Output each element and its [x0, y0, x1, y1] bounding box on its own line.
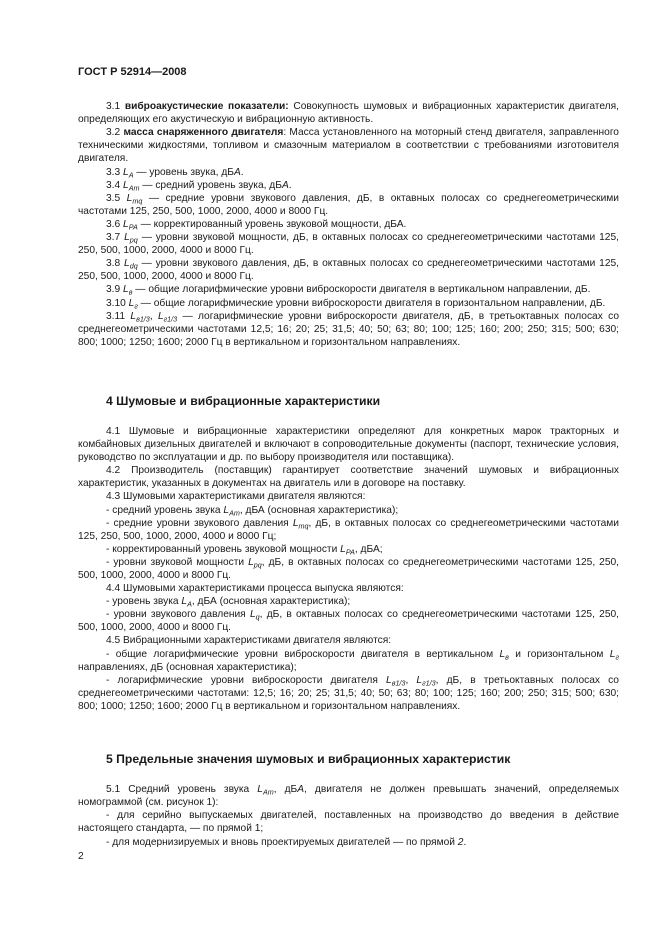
list-item: - средний уровень звука $L_{Am}$, дБА (основная характеристика);: [106, 504, 399, 518]
clause-3-8: 3.8 $L_{dq}$ — уровни звукового давления, дБ, в октавных полосах со среднегеометрическими частотами 125, 250, 500, 1000, 2000, 4000 и 8000 Гц.: [78, 258, 619, 283]
list-item: - для модернизируемых и вновь проектируемых двигателей — по прямой 2.: [106, 836, 467, 848]
list-item: - для серийно выпускаемых двигателей, поставленных на производство до введения в действие настоящего стандарта, — по прямой 1;: [78, 810, 619, 835]
list-item: - общие логарифмические уровни виброскорости двигателя в вертикальном $L_в$ и горизонтальном $L_г$ направлениях, дБ (основная характеристика);: [78, 648, 619, 673]
clause-5-1: 5.1 Средний уровень звука $L_{Am}$, дБA, двигателя не должен превышать значений, определяемых номограммой (см. рисунок 1):: [78, 784, 619, 809]
clause-4-3: 4.3 Шумовыми характеристиками двигателя являются:: [106, 491, 366, 503]
list-item: - уровни звукового давления $L_q$, дБ, в октавных полосах со среднегеометрическими частотами 125, 250, 500, 1000, 2000, 4000 и 8000 Гц.: [78, 609, 619, 634]
clause-3-3: 3.3 $L_A$ — уровень звука, дБA.: [106, 166, 244, 180]
list-item: - уровень звука $L_A$, дБА (основная характеристика);: [106, 596, 351, 609]
clause-4-2: 4.2 Производитель (поставщик) гарантирует соответствие значений шумовых и вибрационных характеристик, указанных в документах на двигатель или в договоре на поставку.: [78, 465, 619, 490]
clause-4-1: 4.1 Шумовые и вибрационные характеристики определяют для конкретных марок тракторных и комбайновых дизельных двигателей и включают в сопроводительные документы (паспорт, технические условия, руководство по эксплуатации и др. по выбору производителя или поставщика).: [78, 425, 619, 464]
clause-3-1: 3.1 виброакустические показатели: Совокупность шумовых и вибрационных характеристик двигателя, определяющих его акустическую и вибрационную активность.: [78, 101, 619, 126]
section-4-heading: 4 Шумовые и вибрационные характеристики: [106, 393, 381, 408]
page-number: 2: [78, 851, 84, 862]
clause-3-5: 3.5 $L_{mq}$ — средние уровни звукового давления, дБ, в октавных полосах со среднегеометрическими частотами 125, 250, 500, 1000, 2000, 4000 и 8000 Гц.: [78, 192, 619, 217]
clause-4-5: 4.5 Вибрационными характеристиками двигателя являются:: [106, 635, 392, 647]
list-item: - средние уровни звукового давления $L_{mq}$, дБ, в октавных полосах со среднегеометрическими частотами 125, 250, 500, 1000, 2000, 4000 и 8000 Гц;: [78, 517, 619, 542]
list-item: - логарифмические уровни виброскорости двигателя $L_{в1/3}$, $L_{г1/3}$, дБ, в третьоктавных полосах со среднегеометрическими частотами: 12,5; 16; 20; 25; 31,5; 40; 50; 63; 80; 100; 125; 160; 200; 250; 315; 500; 630; 800; 1000; 1250; 1600; 2000 Гц в вертикальном и горизонтальном направлениях.: [78, 674, 619, 712]
clause-3-11: 3.11 $L_{в1/3}$, $L_{г1/3}$ — логарифмические уровни виброскорости двигателя, дБ, в третьоктавных полосах со среднегеометрическими частотами 12,5; 16; 20; 25; 31,5; 40; 50; 63; 80; 100; 125; 160; 200; 250; 315; 500; 630; 800; 1000; 1250; 1600; 2000 Гц в вертикальном и горизонтальном направлениях.: [78, 310, 619, 348]
section-5-heading: 5 Предельные значения шумовых и вибрационных характеристик: [106, 752, 511, 767]
document-header: ГОСТ Р 52914—2008: [78, 66, 187, 78]
clause-3-6: 3.6 $L_{PA}$ — корректированный уровень звуковой мощности, дБА.: [106, 218, 407, 232]
clause-3-9: 3.9 $L_в$ — общие логарифмические уровни виброскорости двигателя в вертикальном направлении, дБ.: [106, 284, 591, 297]
list-item: - корректированный уровень звуковой мощности $L_{PA}$, дБА;: [106, 543, 383, 557]
clause-3-2: 3.2 масса снаряженного двигателя: Масса установленного на моторный стенд двигателя, заправленного техническими жидкостями, топливом и смазочным материалом в соответствии с требованиями изготовителя двигателя.: [78, 127, 619, 165]
clause-3-10: 3.10 $L_г$ — общие логарифмические уровни виброскорости двигателя в горизонтальном направлении, дБ.: [106, 297, 606, 310]
list-item: - уровни звуковой мощности $L_{pq}$, дБ, в октавных полосах со среднегеометрическими частотами 125, 250, 500, 1000, 2000, 4000 и 8000 Гц.: [78, 556, 619, 581]
clause-4-4: 4.4 Шумовыми характеристиками процесса выпуска являются:: [106, 583, 404, 595]
clause-3-7: 3.7 $L_{pq}$ — уровни звуковой мощности, дБ, в октавных полосах со среднегеометрическими частотами 125, 250, 500, 1000, 2000, 4000 и 8000 Гц.: [78, 232, 619, 257]
clause-3-4: 3.4 $L_{Am}$ — средний уровень звука, дБA.: [106, 179, 292, 193]
